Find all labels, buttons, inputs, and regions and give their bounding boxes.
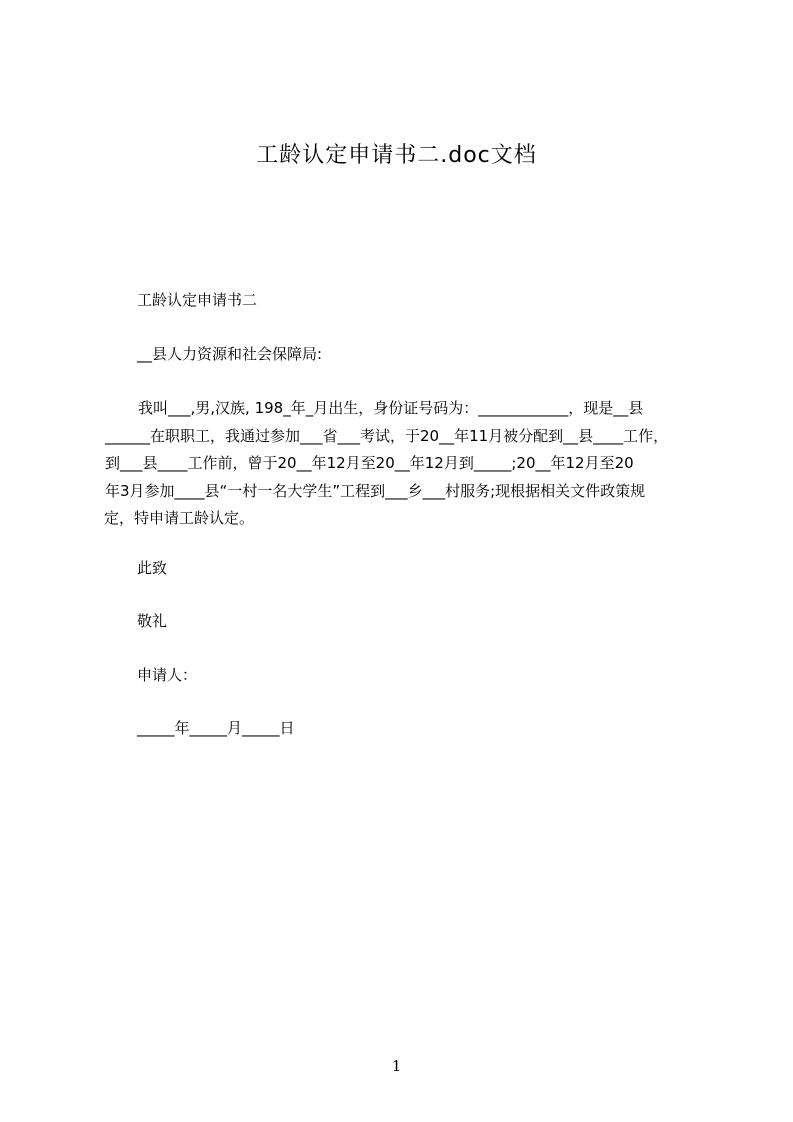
body-line-2: ______在职职工，我通过参加___省___考试，于20__年11月被分配到__县____工作， (105, 427, 669, 445)
body-line-5: 定，特申请工龄认定。 (104, 509, 255, 527)
document-heading: 工龄认定申请书二 (137, 291, 258, 309)
date-line: _____年_____月_____日 (137, 719, 295, 737)
recipient-line: __县人力资源和社会保障局: (137, 345, 323, 363)
closing-salutation: 此致 (137, 559, 168, 577)
document-title: 工龄认定申请书二.doc文档 (256, 143, 537, 168)
applicant-label: 申请人： (137, 666, 198, 684)
closing-regards: 敬礼 (137, 612, 168, 630)
body-paragraph (104, 398, 698, 530)
body-line-1: 我叫___,男,汉族, 198_年_月出生，身份证号码为：____________，现是__县 (138, 399, 644, 417)
body-line-3: 到___县____工作前，曾于20__年12月至20__年12月到_____;20__年12月至20 (105, 454, 634, 472)
body-line-4: 年3月参加____县“一村一名大学生”工程到___乡___村服务;现根据相关文件政策规 (105, 482, 646, 500)
page-number: 1 (391, 1057, 402, 1075)
